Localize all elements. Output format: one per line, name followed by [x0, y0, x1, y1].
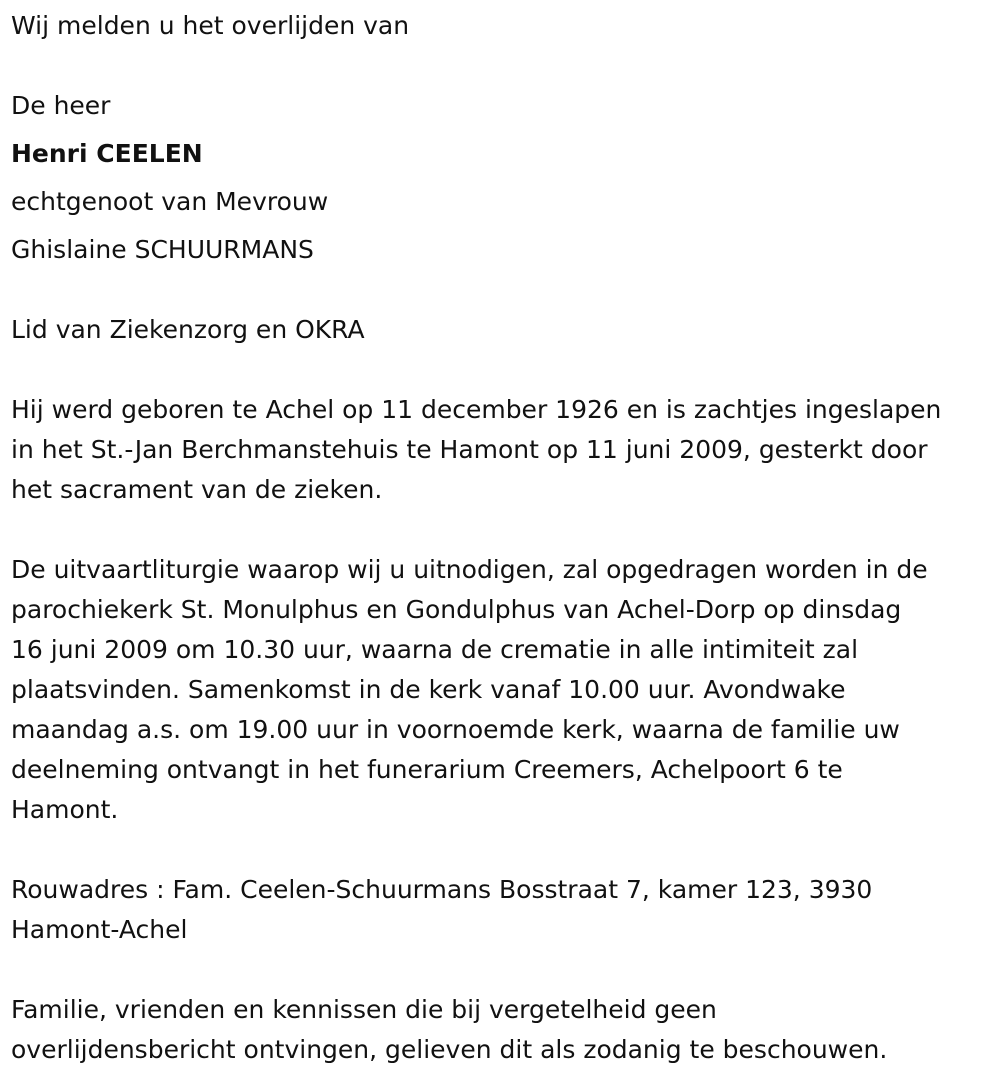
paragraph-line: in het St.-Jan Berchmanstehuis te Hamont op 11 juni 2009, gesterkt door [11, 435, 928, 464]
death-notice [11, 0, 995, 1070]
spacer [11, 510, 995, 550]
honorific: De heer [11, 91, 111, 120]
paragraph-line: Familie, vrienden en kennissen die bij vergetelheid geen [11, 995, 717, 1024]
intro-text: Wij melden u het overlijden van [11, 11, 410, 40]
paragraph-line: het sacrament van de zieken. [11, 475, 383, 504]
birth-death-paragraph [11, 390, 995, 510]
spouse-name: Ghislaine SCHUURMANS [11, 235, 314, 264]
paragraph-line: overlijdensbericht ontvingen, gelieven dit als zodanig te beschouwen. [11, 1035, 888, 1064]
paragraph-line: parochiekerk St. Monulphus en Gondulphus van Achel-Dorp op dinsdag [11, 595, 902, 624]
spacer [11, 46, 995, 86]
paragraph-line: 16 juni 2009 om 10.30 uur, waarna de crematie in alle intimiteit zal [11, 635, 859, 664]
closing-paragraph [11, 990, 995, 1070]
paragraph-line: De uitvaartliturgie waarop wij u uitnodigen, zal opgedragen worden in de [11, 555, 928, 584]
spacer [11, 270, 995, 310]
membership-text: Lid van Ziekenzorg en OKRA [11, 315, 365, 344]
spacer [11, 830, 995, 870]
paragraph-line: Hamont-Achel [11, 915, 188, 944]
mourning-address [11, 870, 995, 950]
deceased-name: Henri CEELEN [11, 139, 203, 168]
spouse-label: echtgenoot van Mevrouw [11, 187, 329, 216]
paragraph-line: Rouwadres : Fam. Ceelen-Schuurmans Bosstraat 7, kamer 123, 3930 [11, 875, 873, 904]
funeral-paragraph [11, 550, 995, 830]
paragraph-line: Hamont. [11, 795, 119, 824]
paragraph-line: deelneming ontvangt in het funerarium Creemers, Achelpoort 6 te [11, 755, 843, 784]
spacer [11, 950, 995, 990]
paragraph-line: Hij werd geboren te Achel op 11 december 1926 en is zachtjes ingeslapen [11, 395, 942, 424]
paragraph-line: plaatsvinden. Samenkomst in de kerk vanaf 10.00 uur. Avondwake [11, 675, 846, 704]
spacer [11, 350, 995, 390]
paragraph-line: maandag a.s. om 19.00 uur in voornoemde kerk, waarna de familie uw [11, 715, 900, 744]
